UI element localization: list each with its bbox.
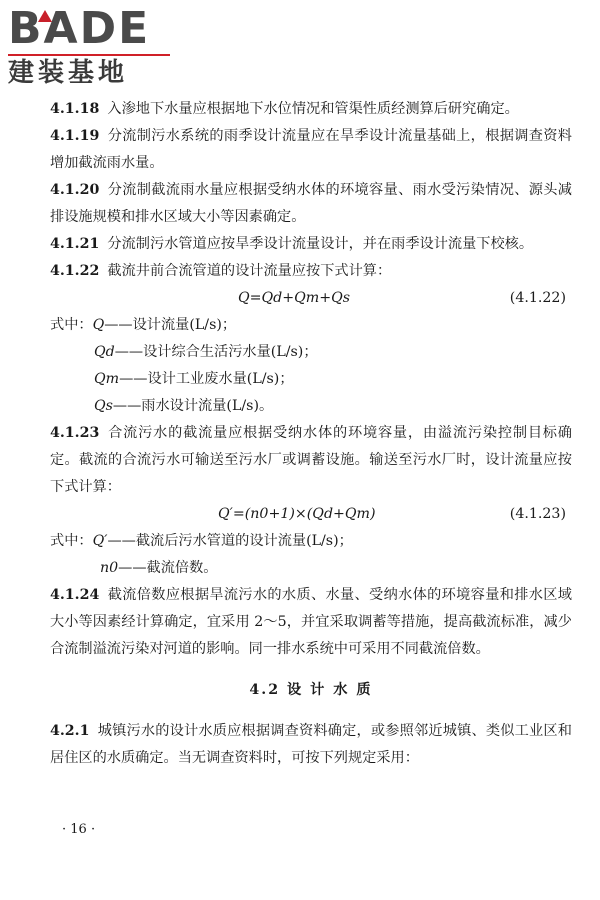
formula-expression: Q=Qd+Qm+Qs	[238, 290, 351, 306]
formula-def-qm: Qm——设计工业废水量(L/s)；	[94, 371, 294, 387]
formula-def-qs: Qs——雨水设计流量(L/s)。	[94, 398, 274, 414]
logo-triangle-accent	[38, 10, 52, 22]
formula-def-qd: Qd——设计综合生活污水量(L/s)；	[94, 344, 318, 360]
logo-divider	[8, 54, 170, 56]
logo-subtitle: 建装基地	[8, 58, 129, 88]
formula-def-q: 式中：Q——设计流量(L/s)；	[50, 317, 237, 333]
formula-def-q-prime: 式中：Q′——截流后污水管道的设计流量(L/s)；	[50, 533, 353, 549]
clause-4-1-23: 4.1.23 合流污水的截流量应根据受纳水体的环境容量，由溢流污染控制目标确定。截流的合流污水可输送至污水厂或调蓄设施。输送至污水厂时，设计流量应按下式计算：	[50, 425, 572, 495]
clause-4-1-20: 4.1.20 分流制截流雨水量应根据受纳水体的环境容量、雨水受污染情况、源头减排设施规模和排水区域大小等因素确定。	[50, 182, 572, 225]
formula-expression: Q′=(n0+1)×(Qd+Qm)	[218, 506, 376, 522]
formula-4-1-22	[50, 285, 572, 312]
logo-wordmark: BADE	[8, 3, 151, 54]
clause-4-2-1: 4.2.1 城镇污水的设计水质应根据调查资料确定，或参照邻近城镇、类似工业区和居住区的水质确定。当无调查资料时，可按下列规定采用：	[50, 723, 572, 766]
page-number: · 16 ·	[62, 822, 96, 837]
formula-number: (4.1.22)	[509, 290, 566, 306]
clause-4-1-21: 4.1.21 分流制污水管道应按旱季设计流量设计，并在雨季设计流量下校核。	[50, 236, 534, 252]
clause-4-1-19: 4.1.19 分流制污水系统的雨季设计流量应在旱季设计流量基础上，根据调查资料增加截流雨水量。	[50, 128, 572, 171]
clause-4-1-24: 4.1.24 截流倍数应根据旱流污水的水质、水量、受纳水体的环境容量和排水区域大小等因素经计算确定，宜采用 2～5，并宜采取调蓄等措施，提高截流标准，减少合流制溢流污染对河道的影响。同一排水系统中可采用不同截流倍数。	[50, 587, 572, 657]
formula-number: (4.1.23)	[509, 506, 566, 522]
section-title: 4.2 设 计 水 质	[249, 682, 373, 698]
formula-def-n0: n0——截流倍数。	[100, 560, 218, 576]
clause-4-1-22: 4.1.22 截流井前合流管道的设计流量应按下式计算：	[50, 263, 392, 279]
formula-4-1-23	[50, 501, 572, 528]
page-content	[50, 96, 572, 772]
bade-logo	[8, 3, 178, 88]
clause-4-1-18: 4.1.18 入渗地下水量应根据地下水位情况和管渠性质经测算后研究确定。	[50, 101, 519, 117]
